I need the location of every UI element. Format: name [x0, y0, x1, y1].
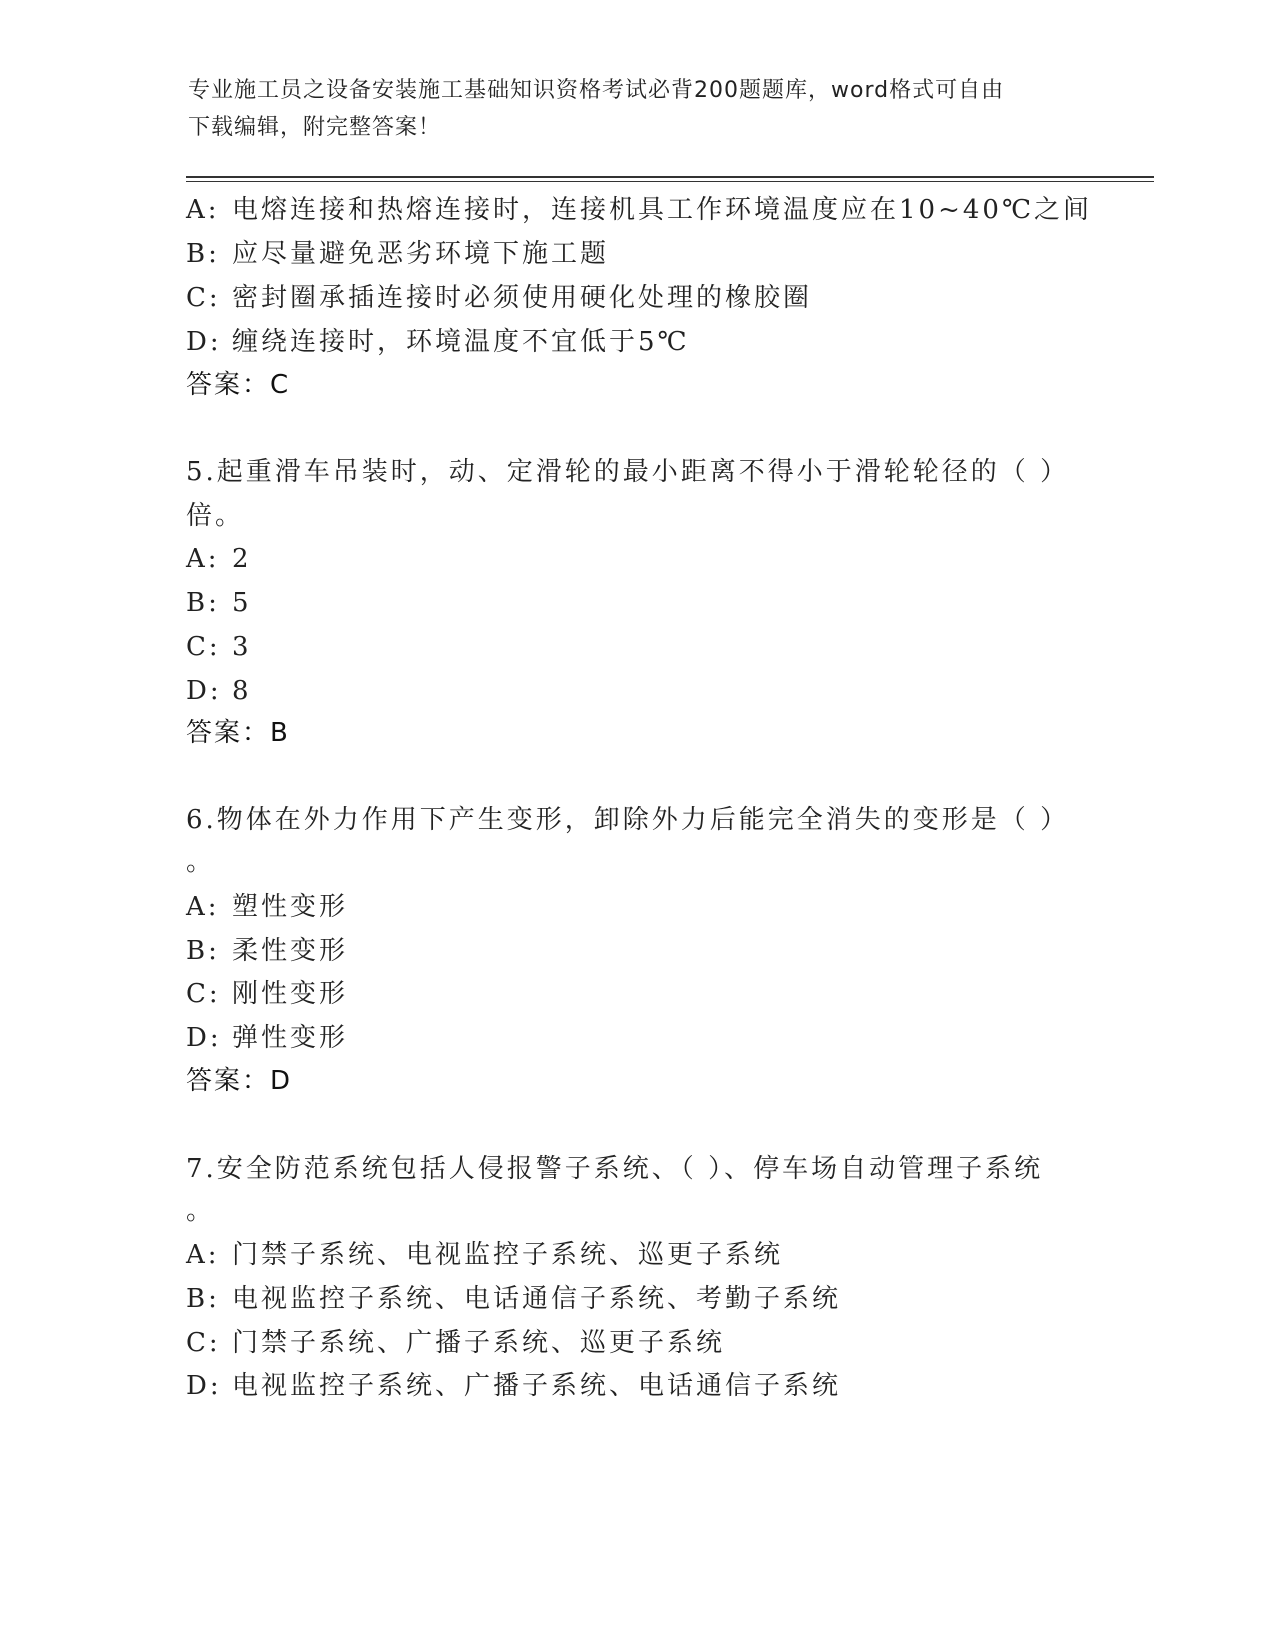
option-text: 5 [232, 588, 252, 618]
option-text: 门禁子系统、电视监控子系统、巡更子系统 [232, 1240, 784, 1270]
option-text: 缠绕连接时，环境温度不宜低于5℃ [232, 327, 690, 357]
option-text: 刚性变形 [232, 979, 349, 1009]
header-line-2: 下载编辑，附完整答案！ [188, 115, 442, 140]
q4-answer: 答案：C [186, 370, 291, 400]
q4-option-b [186, 237, 609, 271]
q6-option-b [186, 934, 348, 968]
q4-option-c [186, 281, 812, 315]
q5-option-c [186, 630, 252, 664]
q5-option-d [186, 674, 252, 708]
option-text: 应尽量避免恶劣环境下施工题 [232, 239, 610, 269]
q6-question: 6.物体在外力作用下产生变形，卸除外力后能完全消失的变形是（ ） [186, 805, 1070, 835]
option-label: B: [186, 239, 220, 269]
option-label: A: [186, 1240, 220, 1270]
option-text: 门禁子系统、广播子系统、巡更子系统 [232, 1328, 726, 1358]
option-label: A: [186, 544, 220, 574]
q5-option-b [186, 586, 252, 620]
q6-option-c [186, 977, 348, 1011]
document-header [188, 72, 1088, 146]
option-label: D: [186, 1371, 222, 1401]
q7-option-b [186, 1282, 841, 1316]
option-label: C: [186, 979, 221, 1009]
q7-option-d [186, 1369, 841, 1403]
option-text: 电熔连接和热熔连接时，连接机具工作环境温度应在10~40℃之间 [232, 195, 1093, 225]
option-text: 密封圈承插连接时必须使用硬化处理的橡胶圈 [232, 283, 813, 313]
option-text: 2 [232, 544, 252, 574]
q5-question: 5.起重滑车吊装时，动、定滑轮的最小距离不得小于滑轮轮径的（ ） [186, 457, 1070, 487]
q6-answer: 答案：D [186, 1066, 293, 1096]
q7-question: 7.安全防范系统包括人侵报警子系统、（ ）、停车场自动管理子系统 [186, 1154, 1044, 1184]
option-label: B: [186, 1284, 220, 1314]
option-label: C: [186, 283, 221, 313]
option-label: A: [186, 195, 220, 225]
q5-question-cont: 倍。 [186, 501, 245, 531]
option-text: 柔性变形 [232, 936, 349, 966]
option-label: C: [186, 1328, 221, 1358]
q4-option-a [186, 193, 1092, 227]
option-label: A: [186, 892, 220, 922]
option-label: D: [186, 327, 222, 357]
option-text: 弹性变形 [232, 1023, 349, 1053]
option-label: B: [186, 936, 220, 966]
option-text: 3 [232, 632, 252, 662]
header-divider-thin [186, 181, 1154, 182]
option-text: 电视监控子系统、电话通信子系统、考勤子系统 [232, 1284, 842, 1314]
option-text: 8 [232, 676, 252, 706]
option-label: D: [186, 676, 222, 706]
q7-option-c [186, 1326, 725, 1360]
q5-answer: 答案：B [186, 718, 290, 748]
q6-option-a [186, 890, 348, 924]
option-label: B: [186, 588, 220, 618]
q5-option-a [186, 542, 252, 576]
q7-option-a [186, 1238, 783, 1272]
header-divider-thick [186, 176, 1154, 178]
q6-question-cont: 。 [186, 847, 216, 877]
q4-option-d [186, 325, 690, 359]
option-label: C: [186, 632, 221, 662]
q6-option-d [186, 1021, 348, 1055]
q7-question-cont: 。 [186, 1196, 216, 1226]
option-text: 塑性变形 [232, 892, 349, 922]
option-label: D: [186, 1023, 222, 1053]
header-line-1: 专业施工员之设备安装施工基础知识资格考试必背200题题库，word格式可自由 [188, 78, 1005, 103]
option-text: 电视监控子系统、广播子系统、电话通信子系统 [232, 1371, 842, 1401]
